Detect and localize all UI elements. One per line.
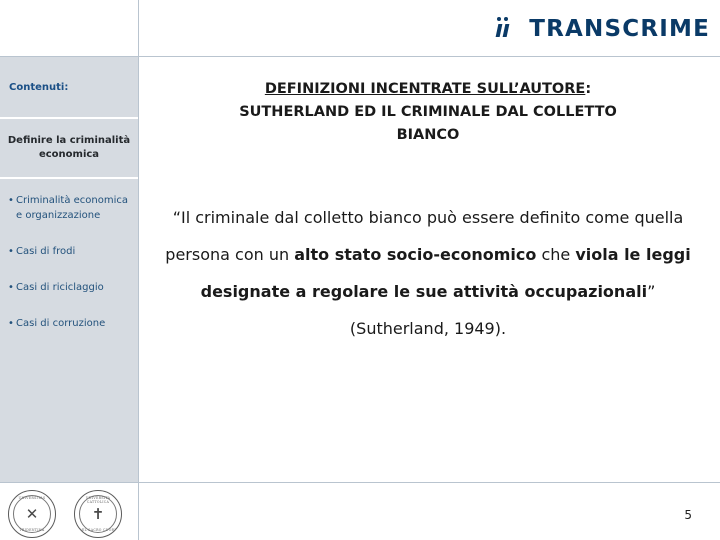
transcrime-logo-icon: [495, 14, 521, 44]
seal-right-arc-bottom: DEL SACRO CUORE: [79, 528, 117, 532]
footer-divider: [0, 482, 720, 483]
quote-part-1: “Il criminale dal colletto bianco può essere definito come quella persona con un: [165, 208, 684, 264]
page-title-line-3: BIANCO: [396, 127, 460, 143]
bullet-icon: •: [8, 246, 14, 257]
sidebar-divider: [138, 0, 139, 540]
sidebar-item-casi-di-frodi[interactable]: [0, 244, 138, 259]
university-seal-right-icon: [74, 490, 122, 538]
footer-logos: [8, 490, 122, 538]
page-title-line-1: DEFINIZIONI INCENTRATE SULL’AUTORE: [264, 81, 586, 97]
sidebar: [0, 57, 138, 482]
page-title-line-2: SUTHERLAND ED IL CRIMINALE DAL COLLETTO: [239, 104, 617, 120]
page-title: [150, 78, 706, 147]
sidebar-item-criminalita-economica[interactable]: [0, 193, 138, 223]
sidebar-heading: Contenuti:: [0, 57, 138, 117]
quote-part-5: ” (Sutherland, 1949).: [349, 282, 656, 338]
sidebar-item-label: Casi di riciclaggio: [16, 282, 104, 293]
seal-right-emblem: ✝: [91, 505, 105, 523]
university-seal-left-icon: [8, 490, 56, 538]
seal-left-emblem: ✕: [25, 505, 39, 523]
sidebar-item-list: [0, 177, 138, 482]
bullet-icon: •: [8, 195, 14, 206]
bullet-icon: •: [8, 318, 14, 329]
page-number: 5: [684, 508, 692, 522]
seal-left-arc-bottom: TRIDENTINA: [19, 528, 45, 532]
bullet-icon: •: [8, 282, 14, 293]
sidebar-item-label: Criminalità economica e organizzazione: [16, 195, 129, 221]
slide-content: [150, 78, 706, 347]
sidebar-item-label: Casi di corruzione: [16, 318, 106, 329]
quote-part-4: viola le leggi designate a regolare le sue attività occupazionali: [200, 245, 691, 301]
page-title-colon: :: [585, 81, 592, 97]
sidebar-item-casi-di-riciclaggio[interactable]: [0, 280, 138, 295]
quote-part-3: che: [536, 245, 576, 264]
seal-left-arc-top: UNIVERSITAS: [18, 496, 46, 500]
quote-part-2: alto stato socio-economico: [294, 245, 537, 264]
seal-right-arc-top: UNIVERSITA CATTOLICA: [85, 496, 111, 504]
brand-logo: [495, 8, 710, 50]
brand-name: TRANSCRIME: [529, 16, 710, 42]
sidebar-current-section: Definire la criminalità economica: [0, 117, 138, 177]
sidebar-item-casi-di-corruzione[interactable]: [0, 316, 138, 331]
sidebar-item-label: Casi di frodi: [16, 246, 76, 257]
quote-text: [150, 199, 706, 347]
